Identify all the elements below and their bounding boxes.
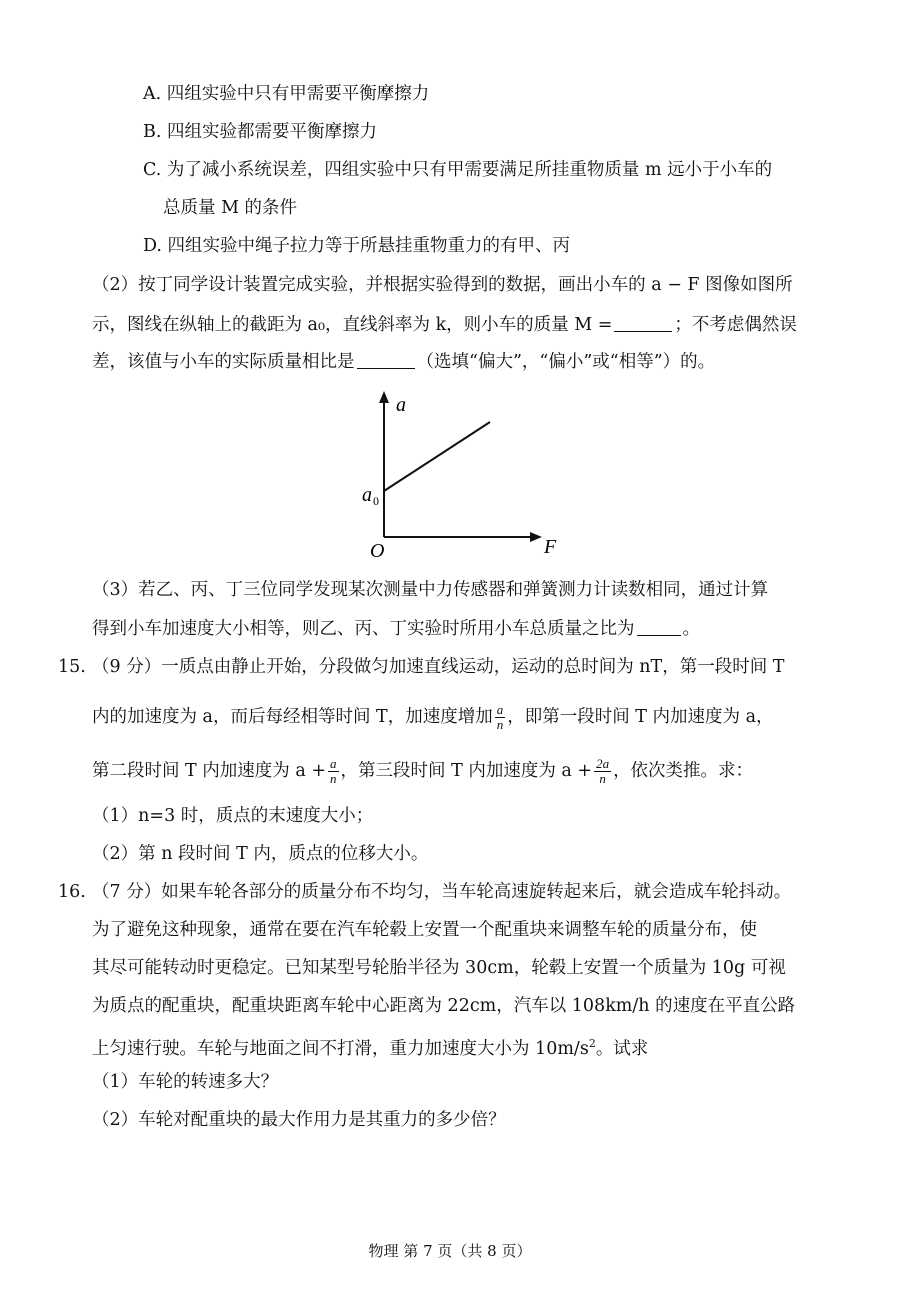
q16-line1: （7 分）如果车轮各部分的质量分布不均匀，当车轮高速旋转起来后，就会造成车轮抖动。 [92,882,792,902]
part2-line3 [92,350,715,374]
frac-num: a [330,756,337,771]
q16-line3: 其尽可能转动时更稳定。已知某型号轮胎半径为 30cm，轮毂上安置一个质量为 10g 可视 [92,958,786,978]
q15-line2-tail: ，即第一段时间 T 内加速度为 a， [507,707,774,727]
q15-line3-mid: ，第三段时间 T 内加速度为 a + [340,761,593,781]
y-axis-label: a [396,394,406,416]
page-footer: 物理 第 7 页（共 8 页） [368,1242,532,1260]
q16-line5 [92,1032,648,1061]
q15-line3 [92,757,753,786]
option-d: D. 四组实验中绳子拉力等于所悬挂重物重力的有甲、丙 [143,236,571,256]
option-b: B. 四组实验都需要平衡摩擦力 [143,122,377,142]
q15-line2 [92,703,774,732]
q15-line3-text: 第二段时间 T 内加速度为 a + [92,761,327,781]
part2-line2-tail: ；不考虑偶然误 [674,315,797,335]
q15-sub1: （1）n=3 时，质点的末速度大小； [92,806,374,826]
q15-number: 15. [58,657,86,677]
q16-line2: 为了避免这种现象，通常在要在汽车轮毂上安置一个配重块来调整车轮的质量分布，使 [92,920,757,940]
option-c-cont: 总质量 M 的条件 [163,198,298,218]
frac-den: n [330,771,337,786]
part3-line1: （3）若乙、丙、丁三位同学发现某次测量中力传感器和弹簧测力计读数相同，通过计算 [92,580,769,600]
option-c: C. 为了减小系统误差，四组实验中只有甲需要满足所挂重物质量 m 远小于小车的 [143,160,773,180]
superscript-2: 2 [588,1037,596,1050]
origin-label: O [370,540,385,562]
part2-line3-text: 差，该值与小车的实际质量相比是 [92,352,355,372]
fraction-2a-over-n [594,757,611,786]
fraction-a-over-n [495,703,506,732]
q16-line4: 为质点的配重块，配重块距离车轮中心距离为 22cm，汽车以 108km/h 的速度在平直公路 [92,996,796,1016]
intercept-label: a [362,484,372,506]
a-f-graph [350,385,570,565]
frac-den: n [599,771,606,786]
q16-sub2: （2）车轮对配重块的最大作用力是其重力的多少倍？ [92,1110,506,1130]
x-axis-label: F [544,536,557,558]
intercept-sub: 0 [373,494,379,508]
part2-line3-tail: （选填“偏大”，“偏小”或“相等”）的。 [416,352,716,372]
option-a: A. 四组实验中只有甲需要平衡摩擦力 [143,84,430,104]
q15-sub2: （2）第 n 段时间 T 内，质点的位移大小。 [92,844,429,864]
x-axis-arrow [530,532,542,542]
answer-blank-ratio[interactable] [637,617,681,636]
q16-line5-text: 上匀速行驶。车轮与地面之间不打滑，重力加速度大小为 10m/s [92,1039,589,1059]
part2-line2 [92,313,797,337]
frac-den: n [496,717,504,732]
fraction-a-over-n-2 [328,757,339,786]
frac-num: a [496,702,504,717]
answer-blank-mass[interactable] [614,313,672,332]
q16-line5-tail: 。试求 [595,1039,649,1059]
frac-num: 2a [596,756,610,771]
q15-line3-tail: ，依次类推。求： [613,761,754,781]
part2-line2-text: 示，图线在纵轴上的截距为 a₀，直线斜率为 k，则小车的质量 M = [92,315,613,335]
q16-sub1: （1）车轮的转速多大？ [92,1072,279,1092]
y-axis-arrow [379,391,389,403]
part3-line2-text: 得到小车加速度大小相等，则乙、丙、丁实验时所用小车总质量之比为 [92,619,635,639]
part3-line2 [92,617,700,641]
q15-line2-text: 内的加速度为 a，而后每经相等时间 T，加速度增加 [92,707,493,727]
q16-number: 16. [58,882,86,902]
q15-line1: （9 分）一质点由静止开始，分段做匀加速直线运动，运动的总时间为 nT，第一段时间 T [92,657,785,677]
answer-blank-compare[interactable] [357,350,415,369]
part3-line2-tail: 。 [682,619,700,639]
a-f-line [384,422,490,491]
part2-line1: （2）按丁同学设计装置完成实验，并根据实验得到的数据，画出小车的 a − F 图像如图所 [92,275,793,295]
